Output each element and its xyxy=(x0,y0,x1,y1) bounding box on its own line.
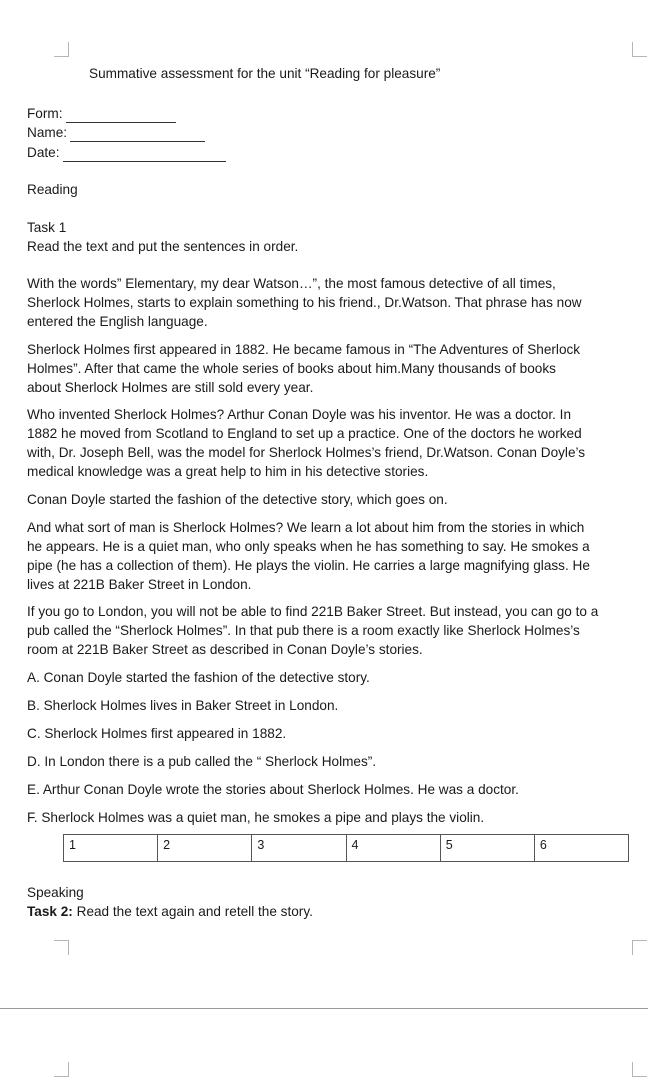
crop-mark xyxy=(632,1062,647,1077)
fill-in-line[interactable] xyxy=(70,128,205,142)
text-line: about Sherlock Holmes are still sold every year. xyxy=(27,380,314,395)
answer-cell[interactable]: 3 xyxy=(252,835,346,861)
text-line: lives at 221B Baker Street in London. xyxy=(27,577,252,592)
fill-in-line[interactable] xyxy=(66,109,176,123)
sentence-item: F. Sherlock Holmes was a quiet man, he smokes a pipe and plays the violin. xyxy=(27,810,485,825)
text-line: room at 221B Baker Street as described in Conan Doyle’s stories. xyxy=(27,642,423,657)
task2-label: Task 2: xyxy=(27,904,73,919)
crop-mark xyxy=(54,42,69,57)
crop-mark xyxy=(54,1062,69,1077)
field-label: Form: xyxy=(27,106,63,121)
answer-table xyxy=(63,834,629,862)
text-line: Sherlock Holmes, starts to explain something to his friend., Dr.Watson. That phrase has now xyxy=(27,295,582,310)
sentence-item: B. Sherlock Holmes lives in Baker Street in London. xyxy=(27,698,339,713)
paragraph xyxy=(27,518,627,594)
text-line: Holmes”. After that came the whole series of books about him.Many thousands of books xyxy=(27,361,556,376)
paragraph xyxy=(27,490,627,509)
sentence-item: D. In London there is a pub called the “ Sherlock Holmes”. xyxy=(27,754,377,769)
text-line: Who invented Sherlock Holmes? Arthur Conan Doyle was his inventor. He was a doctor. In xyxy=(27,407,572,422)
text-line: Conan Doyle started the fashion of the detective story, which goes on. xyxy=(27,492,448,507)
form-field xyxy=(27,104,176,123)
paragraph xyxy=(27,602,627,659)
task1-instruction: Read the text and put the sentences in order. xyxy=(27,239,299,254)
reading-heading: Reading xyxy=(27,182,78,197)
crop-mark xyxy=(632,940,647,955)
task1-heading: Task 1 xyxy=(27,220,67,235)
crop-mark xyxy=(54,940,69,955)
date-field xyxy=(27,143,226,162)
field-label: Name: xyxy=(27,125,68,140)
fill-in-line[interactable] xyxy=(63,148,226,162)
sentence-item: C. Sherlock Holmes first appeared in 1882. xyxy=(27,726,287,741)
page-title: Summative assessment for the unit “Reading for pleasure” xyxy=(89,66,441,81)
text-line: pub called the “Sherlock Holmes”. In that pub there is a room exactly like Sherlock Holmes’s xyxy=(27,623,580,638)
name-field xyxy=(27,123,205,142)
paragraph xyxy=(27,274,627,331)
answer-cell[interactable]: 5 xyxy=(441,835,535,861)
text-line: 1882 he moved from Scotland to England to set up a practice. One of the doctors he worked xyxy=(27,426,582,441)
speaking-heading: Speaking xyxy=(27,885,84,900)
text-line: Sherlock Holmes first appeared in 1882. He became famous in “The Adventures of Sherlock xyxy=(27,342,581,357)
text-line: entered the English language. xyxy=(27,314,208,329)
text-line: And what sort of man is Sherlock Holmes? We learn a lot about him from the stories in which xyxy=(27,520,585,535)
text-line: pipe (he has a collection of them). He plays the violin. He carries a large magnifying glass. He xyxy=(27,558,590,573)
task2-instruction xyxy=(27,902,313,921)
answer-cell[interactable]: 4 xyxy=(347,835,441,861)
answer-cell[interactable]: 2 xyxy=(158,835,252,861)
paragraph xyxy=(27,340,627,397)
text-line: with, Dr. Joseph Bell, was the model for Sherlock Holmes’s friend, Dr.Watson. Conan Doyle’s xyxy=(27,445,586,460)
task2-text: Read the text again and retell the story. xyxy=(72,904,313,919)
paragraph xyxy=(27,405,627,481)
crop-mark xyxy=(632,42,647,57)
text-line: If you go to London, you will not be able to find 221B Baker Street. But instead, you can go to a xyxy=(27,604,599,619)
answer-cell[interactable]: 6 xyxy=(539,838,547,852)
answer-cell[interactable]: 1 xyxy=(64,835,158,861)
text-line: he appears. He is a quiet man, who only speaks when he has something to say. He smokes a xyxy=(27,539,590,554)
text-line: With the words” Elementary, my dear Watson…”, the most famous detective of all times, xyxy=(27,276,556,291)
text-line: medical knowledge was a great help to him in his detective stories. xyxy=(27,464,429,479)
field-label: Date: xyxy=(27,145,60,160)
page-break xyxy=(0,1008,648,1009)
sentence-item: A. Conan Doyle started the fashion of the detective story. xyxy=(27,670,370,685)
sentence-item: E. Arthur Conan Doyle wrote the stories about Sherlock Holmes. He was a doctor. xyxy=(27,782,519,797)
